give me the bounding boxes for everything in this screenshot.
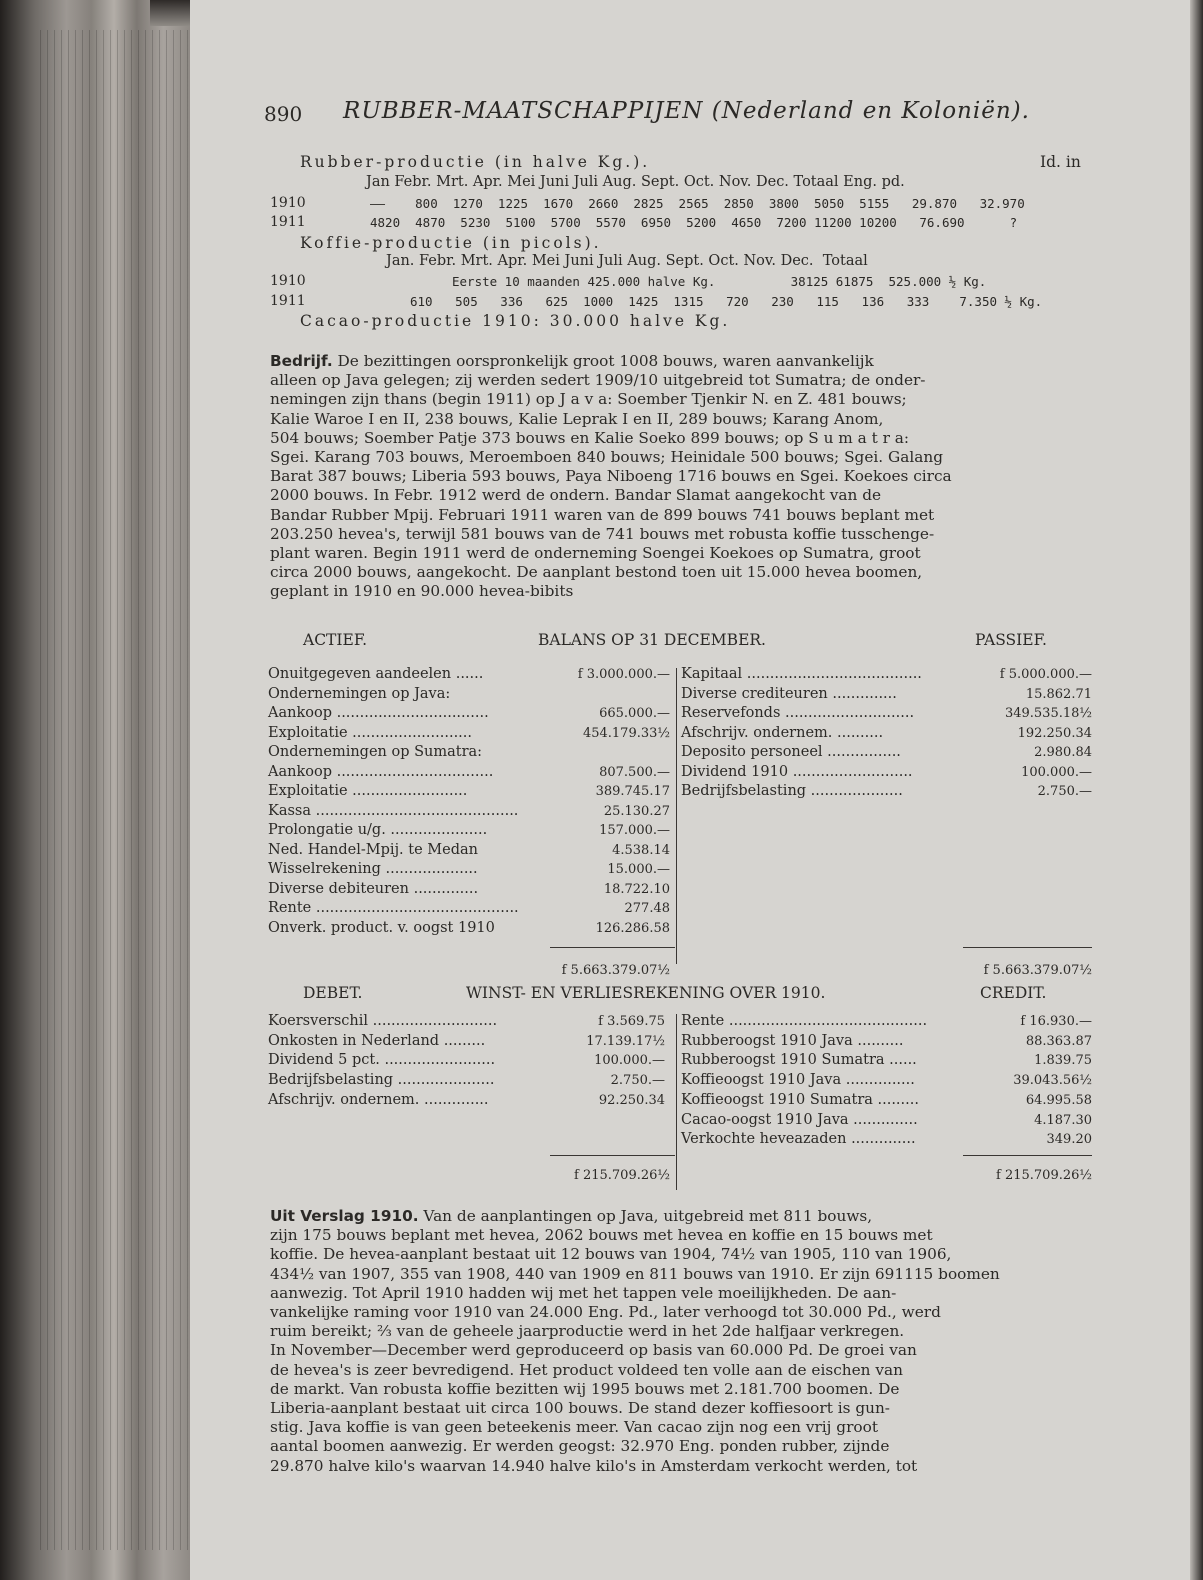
actief-row-label: Exploitatie ......................... [268,783,468,799]
actief-row-value: 4.538.14 [612,842,670,858]
rubber-id-in: Id. in [1040,153,1081,171]
actief-row-value: 277.48 [624,901,670,916]
actief-row-label: Onverk. product. v. oogst 1910 [268,919,495,936]
bedrijf-line: 2000 bouws. In Febr. 1912 werd de ondern. Bandar Slamat aangekocht van de [270,486,882,505]
actief-row-label: Diverse debiteuren .............. [268,880,479,897]
koffie-title: Koffie-productie (in picols). [300,234,602,252]
bedrijf-line: plant waren. Begin 1911 werd de onderneming Soengei Koekoes op Sumatra, groot [270,544,921,563]
rubber-row-values: —— 800 1270 1225 1670 2660 2825 2565 2850 3800 5050 5155 29.870 32.970 [370,196,1025,211]
bedrijf-line: Sgei. Karang 703 bouws, Meroemboen 840 bouws; Heinidale 500 bouws; Sgei. Galang [270,448,944,467]
credit-row-value: 88.363.87 [1025,1033,1092,1049]
actief-row-label: Kassa ............................................ [268,802,519,819]
koffie-columns: Jan. Febr. Mrt. Apr. Mei Juni Juli Aug. Sept. Oct. Nov. Dec. Totaal [386,253,868,269]
credit-row-label: Rubberoogst 1910 Sumatra ...... [681,1052,917,1069]
verslag-line: ruim bereikt; ⅔ van de geheele jaarproductie werd in het 2de halfjaar verkregen. [270,1322,905,1341]
actief-row-label: Ondernemingen op Sumatra: [268,744,483,760]
actief-row-label: Prolongatie u/g. ..................... [268,822,488,838]
bedrijf-line-first: Bedrijf. De bezittingen oorspronkelijk groot 1008 bouws, waren aanvankelijk [270,352,874,370]
right-shadow [1190,0,1203,1580]
koffie-row-year: 1910 [270,273,306,289]
balans-actief-heading: ACTIEF. [303,631,368,649]
debet-row-value: 17.139.17½ [586,1033,665,1049]
actief-row-label: Onuitgegeven aandeelen ...... [268,666,484,682]
passief-row-label: Dividend 1910 .......................... [681,763,913,780]
debet-row-value: 92.250.34 [598,1092,665,1108]
verslag-line: Liberia-aanplant bestaat uit circa 100 bouws. De stand dezer koffiesoort is gun- [270,1399,890,1418]
verslag-line: zijn 175 bouws beplant met hevea, 2062 bouws met hevea en koffie en 15 bouws met [270,1226,933,1245]
verslag-line: de markt. Van robusta koffie bezitten wij 1995 bouws met 2.181.700 boomen. De [270,1379,900,1398]
credit-row-label: Koffieoogst 1910 Sumatra ......... [681,1091,919,1108]
actief-row-label: Ned. Handel-Mpij. te Medan [268,841,478,858]
balans-total-left: f 5.663.379.07½ [561,963,670,978]
balans-title: BALANS OP 31 DECEMBER. [538,631,766,649]
credit-row-value: 39.043.56½ [1013,1073,1092,1089]
debet-row-value: 100.000.— [594,1053,665,1069]
passief-row-value: 2.750.— [1037,784,1092,799]
winst-divider [676,1014,677,1190]
passief-row-label: Diverse crediteuren .............. [681,685,897,702]
actief-row-value: 389.745.17 [595,784,670,799]
page-number: 890 [264,102,303,126]
credit-row-label: Cacao-oogst 1910 Java .............. [681,1111,918,1128]
actief-row-value: 665.000.— [599,706,670,721]
verslag-line: aantal boomen aanwezig. Er werden geogst: 32.970 Eng. ponden rubber, zijnde [270,1437,890,1456]
actief-row-label: Wisselrekening .................... [268,861,478,877]
actief-row-value: 807.500.— [599,764,670,780]
winst-credit-heading: CREDIT. [980,984,1047,1002]
verslag-line: koffie. De hevea-aanplant bestaat uit 12 bouws van 1904, 74½ van 1905, 110 van 1906, [270,1245,952,1264]
passief-row-label: Kapitaal ...................................... [681,666,922,682]
verslag-line: aanwezig. Tot April 1910 hadden wij met het tappen vele moeilijkheden. De aan- [270,1283,897,1302]
verslag-line: stig. Java koffie is van geen beteekenis meer. Van cacao zijn nog een vrij groot [270,1418,878,1437]
debet-row-label: Koersverschil ........................... [268,1013,498,1029]
balans-total-right: f 5.663.379.07½ [983,963,1092,978]
passief-row-label: Afschrijv. ondernem. .......... [681,724,884,741]
rubber-title: Rubber-productie (in halve Kg.). [300,153,651,171]
passief-row-value: 100.000.— [1021,764,1092,780]
winst-total-right: f 215.709.26½ [996,1168,1092,1183]
winst-left-total-rule [550,1155,675,1156]
verslag-line: In November—December werd geproduceerd op basis van 60.000 Pd. De groei van [270,1341,917,1360]
passief-row-label: Bedrijfsbelasting .................... [681,783,903,799]
debet-row-value: 2.750.— [610,1073,665,1089]
passief-row-value: 349.535.18½ [1004,706,1092,721]
bedrijf-line: alleen op Java gelegen; zij werden sedert 1909/10 uitgebreid tot Sumatra; de onder- [270,371,926,390]
actief-row-label: Exploitatie .......................... [268,724,473,741]
credit-row-value: 1.839.75 [1034,1053,1092,1069]
page-edges [40,30,190,1550]
winst-debet-heading: DEBET. [303,984,363,1002]
winst-title: WINST- EN VERLIESREKENING OVER 1910. [466,984,826,1002]
rubber-row-values: 4820 4870 5230 5100 5700 5570 6950 5200 4650 7200 11200 10200 76.690 ? [370,215,1018,230]
credit-row-label: Koffieoogst 1910 Java ............... [681,1072,915,1089]
koffie-row-values: Eerste 10 maanden 425.000 halve Kg. 38125 61875 525.000 ½ Kg. [452,274,987,289]
credit-row-label: Rente ........................................... [681,1013,928,1029]
debet-row-label: Afschrijv. ondernem. .............. [268,1091,489,1108]
actief-row-value: 25.130.27 [603,803,670,819]
verslag-line-first: Uit Verslag 1910. Van de aanplantingen op Java, uitgebreid met 811 bouws, [270,1207,873,1225]
koffie-row-values: 610 505 336 625 1000 1425 1315 720 230 115 136 333 7.350 ½ Kg. [410,294,1043,309]
actief-row-value: 157.000.— [599,823,670,838]
verslag-line: vankelijke raming voor 1910 van 24.000 Eng. Pd., later verhoogd tot 30.000 Pd., werd [270,1303,941,1322]
verslag-label: Uit Verslag 1910. [270,1207,419,1225]
debet-row-label: Onkosten in Nederland ......... [268,1032,486,1049]
passief-row-value: 2.980.84 [1034,745,1092,760]
bedrijf-line: Kalie Waroe I en II, 238 bouws, Kalie Leprak I en II, 289 bouws; Karang Anom, [270,409,884,428]
passief-row-label: Reservefonds ............................ [681,705,915,721]
credit-row-value: 64.995.58 [1025,1092,1092,1108]
passief-row-value: 192.250.34 [1017,725,1092,741]
actief-row-value: 126.286.58 [595,920,670,936]
credit-row-value: 349.20 [1046,1132,1092,1148]
debet-row-value: f 3.569.75 [598,1014,665,1029]
passief-row-label: Deposito personeel ................ [681,744,901,760]
bedrijf-line: 203.250 hevea's, terwijl 581 bouws van de 741 bouws met robusta koffie tusschenge- [270,524,935,543]
balans-right-total-rule [963,947,1092,948]
bedrijf-line: Bandar Rubber Mpij. Februari 1911 waren van de 899 bouws 741 bouws beplant met [270,505,935,524]
book-spine-edge [0,0,190,1580]
bedrijf-line: circa 2000 bouws, aangekocht. De aanplant bestond toen uit 15.000 hevea boomen, [270,563,923,582]
bedrijf-paragraph [270,352,1092,602]
bedrijf-line: geplant in 1910 en 90.000 hevea-bibits [270,582,574,601]
bedrijf-label: Bedrijf. [270,352,333,370]
actief-row-value: 454.179.33½ [582,725,670,741]
balans-passief-heading: PASSIEF. [975,631,1047,649]
actief-row-value: 18.722.10 [603,881,670,897]
page-title: RUBBER-MAATSCHAPPIJEN (Nederland en Koloniën). [343,98,1030,124]
credit-row-label: Rubberoogst 1910 Java .......... [681,1032,904,1049]
actief-row-value: f 3.000.000.— [577,667,670,682]
winst-total-left: f 215.709.26½ [574,1168,670,1183]
verslag-paragraph [270,1207,1092,1476]
passief-row-value: f 5.000.000.— [999,667,1092,682]
actief-row-label: Aankoop .................................. [268,763,494,780]
credit-row-label: Verkochte heveazaden .............. [681,1131,916,1148]
winst-right-total-rule [963,1155,1092,1156]
koffie-row-year: 1911 [270,293,306,309]
rubber-columns: Jan Febr. Mrt. Apr. Mei Juni Juli Aug. Sept. Oct. Nov. Dec. Totaal Eng. pd. [366,174,905,190]
credit-row-value: f 16.930.— [1020,1014,1092,1029]
verslag-line: de hevea's is zeer bevredigend. Het product voldeed ten volle aan de eischen van [270,1360,903,1379]
bedrijf-line: Barat 387 bouws; Liberia 593 bouws, Paya Niboeng 1716 bouws en Sgei. Koekoes circa [270,467,952,486]
credit-row-value: 4.187.30 [1034,1112,1092,1128]
bedrijf-line: 504 bouws; Soember Patje 373 bouws en Kalie Soeko 899 bouws; op S u m a t r a: [270,428,910,447]
balans-left-total-rule [550,947,675,948]
balans-divider [676,668,677,964]
passief-row-value: 15.862.71 [1025,686,1092,702]
debet-row-label: Bedrijfsbelasting ..................... [268,1072,495,1089]
verslag-line: 434½ van 1907, 355 van 1908, 440 van 1909 en 811 bouws van 1910. Er zijn 691115 boomen [270,1264,1000,1283]
rubber-row-year: 1910 [270,195,306,211]
debet-row-label: Dividend 5 pct. ........................ [268,1052,496,1069]
actief-row-label: Ondernemingen op Java: [268,685,451,702]
verslag-line: 29.870 halve kilo's waarvan 14.940 halve kilo's in Amsterdam verkocht werden, tot [270,1456,918,1475]
rubber-row-year: 1911 [270,214,306,230]
actief-row-value: 15.000.— [607,862,670,877]
cacao-line: Cacao-productie 1910: 30.000 halve Kg. [300,312,731,330]
actief-row-label: Aankoop ................................. [268,705,489,721]
bedrijf-line: nemingen zijn thans (begin 1911) op J a v a: Soember Tjenkir N. en Z. 481 bouws; [270,390,907,409]
actief-row-label: Rente ............................................ [268,900,519,916]
